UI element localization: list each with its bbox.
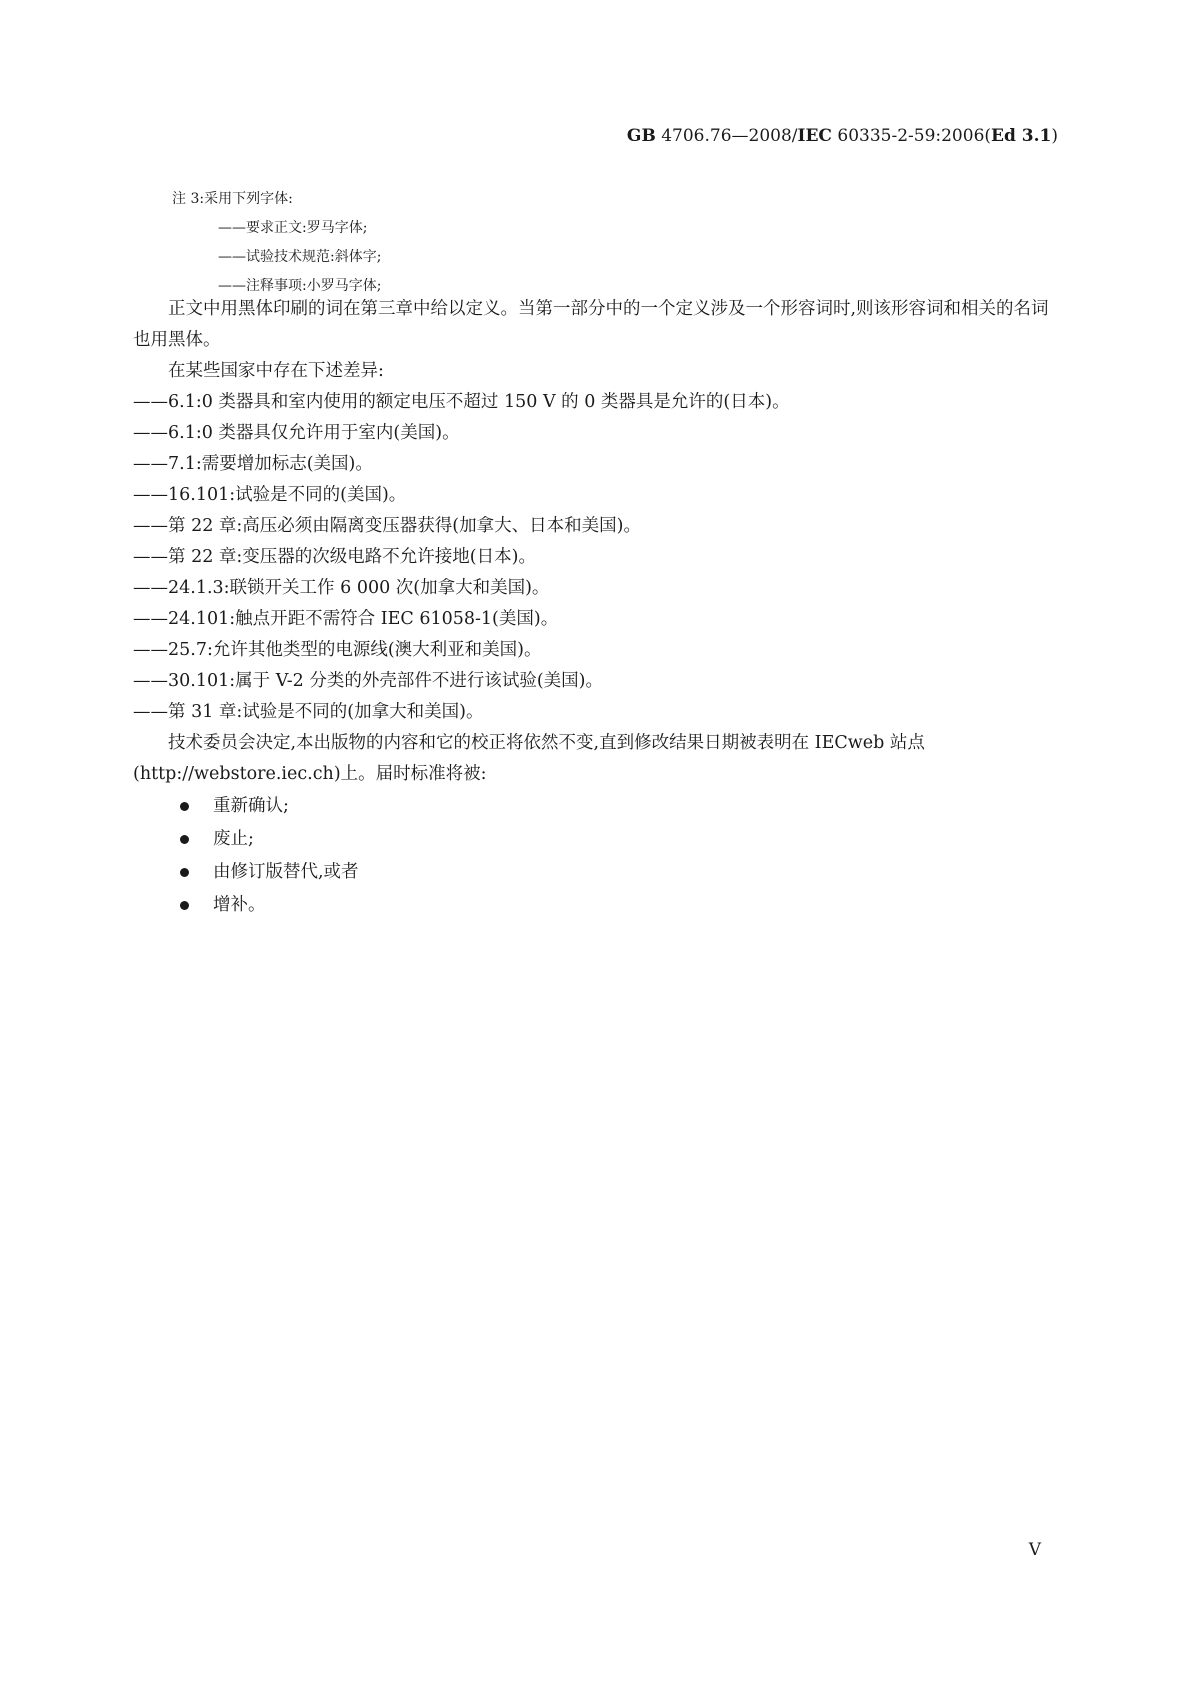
header-iec: IEC xyxy=(797,126,832,146)
note-item: ——注释事项:小罗马字体; xyxy=(218,278,382,294)
difference-item: ——16.101:试验是不同的(美国)。 xyxy=(133,485,407,505)
difference-item: ——25.7:允许其他类型的电源线(澳大利亚和美国)。 xyxy=(133,640,542,660)
difference-item: ——24.101:触点开距不需符合 IEC 61058-1(美国)。 xyxy=(133,609,559,629)
bullet-item xyxy=(133,889,1058,922)
paragraph-bold-terms: 正文中用黑体印刷的词在第三章中给以定义。当第一部分中的一个定义涉及一个形容词时,则该形容词和相关的名词也用黑体。 xyxy=(133,299,1049,350)
paragraph-committee-decision: 技术委员会决定,本出版物的内容和它的校正将依然不变,直到修改结果日期被表明在 IECweb 站点(http://webstore.iec.ch)上。届时标准将被: xyxy=(133,733,925,784)
note-title: 注 3:采用下列字体: xyxy=(172,191,293,207)
note-item: ——试验技术规范:斜体字; xyxy=(218,249,382,265)
difference-item: ——24.1.3:联锁开关工作 6 000 次(加拿大和美国)。 xyxy=(133,578,550,598)
bullet-dot-icon xyxy=(180,901,189,910)
paragraph-differences-intro: 在某些国家中存在下述差异: xyxy=(168,361,384,381)
bullet-text: 由修订版替代,或者 xyxy=(213,862,359,882)
bullet-text: 增补。 xyxy=(213,895,266,915)
bullet-list xyxy=(133,790,1058,922)
difference-item: ——第 22 章:变压器的次级电路不允许接地(日本)。 xyxy=(133,547,536,567)
header-close: ) xyxy=(1051,126,1058,146)
bullet-dot-icon xyxy=(180,868,189,877)
bullet-dot-icon xyxy=(180,835,189,844)
bullet-item xyxy=(133,823,1058,856)
page-number: V xyxy=(1028,1540,1041,1560)
difference-item: ——6.1:0 类器具仅允许用于室内(美国)。 xyxy=(133,423,460,443)
bullet-item xyxy=(133,856,1058,889)
difference-item: ——7.1:需要增加标志(美国)。 xyxy=(133,454,373,474)
difference-item: ——第 22 章:高压必须由隔离变压器获得(加拿大、日本和美国)。 xyxy=(133,516,641,536)
note-item: ——要求正文:罗马字体; xyxy=(218,220,368,236)
note-block xyxy=(172,185,381,301)
bullet-text: 废止; xyxy=(213,829,254,849)
header-edition: Ed 3.1 xyxy=(991,126,1052,146)
difference-item: ——30.101:属于 V-2 分类的外壳部件不进行该试验(美国)。 xyxy=(133,671,603,691)
header-gb: GB xyxy=(626,126,656,146)
difference-item: ——第 31 章:试验是不同的(加拿大和美国)。 xyxy=(133,702,484,722)
bullet-item xyxy=(133,790,1058,823)
difference-item: ——6.1:0 类器具和室内使用的额定电压不超过 150 V 的 0 类器具是允许的(日本)。 xyxy=(133,392,790,412)
header-num: 4706.76—2008/ xyxy=(655,126,798,146)
header-rest: 60335-2-59:2006( xyxy=(831,126,992,146)
body-text xyxy=(133,294,1058,922)
bullet-dot-icon xyxy=(180,802,189,811)
bullet-text: 重新确认; xyxy=(213,796,289,816)
document-header xyxy=(627,126,1058,146)
